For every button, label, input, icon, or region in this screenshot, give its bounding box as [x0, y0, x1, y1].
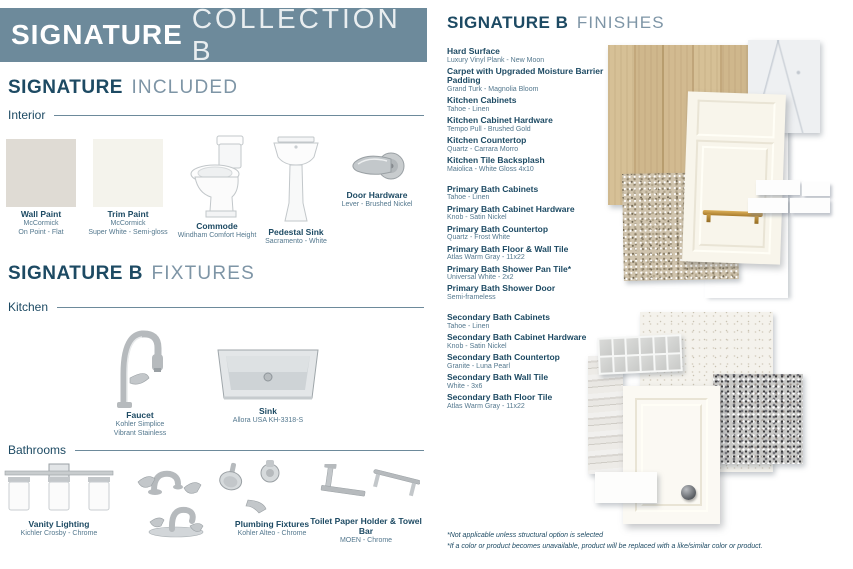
finish-name: Secondary Bath Countertop: [447, 352, 560, 363]
finish-name: Secondary Bath Floor Tile: [447, 392, 553, 403]
finish-item: [447, 136, 612, 154]
subway-tile: [802, 182, 830, 196]
finish-name: Secondary Bath Cabinet Hardware: [447, 332, 587, 343]
item-sub: McCormick: [110, 219, 146, 227]
collection-banner: [0, 3, 427, 66]
shower-pan-tile-swatch: [597, 334, 683, 375]
door-hardware-image: [334, 146, 420, 188]
toilet-paper-holder-image: [310, 464, 422, 514]
pedestal-sink-icon: [272, 135, 320, 225]
finish-spec: Tempo Pull - Brushed Gold: [447, 125, 531, 133]
item-name: Faucet: [126, 410, 154, 420]
finish-item: [447, 156, 612, 174]
luna-pearl-granite-swatch: [713, 374, 803, 464]
item-name: Sink: [259, 406, 277, 416]
finish-item: [447, 67, 612, 94]
kitchen-cabinet-door-swatch: [682, 91, 786, 264]
finish-name: Primary Bath Cabinet Hardware: [447, 203, 575, 214]
satin-nickel-knob: [681, 485, 696, 500]
finish-spec: White - 3x6: [447, 382, 483, 390]
fixtures-heading: [8, 263, 255, 285]
finish-item: [447, 47, 612, 65]
subway-tile: [790, 198, 830, 213]
bath-finishes-collage: [588, 308, 853, 526]
finish-name: Kitchen Cabinet Hardware: [447, 115, 553, 126]
finish-name: Carpet with Upgraded Moisture Barrier Padding: [447, 65, 604, 86]
item-sub: On Point - Flat: [18, 228, 64, 236]
bath-cabinet-door-swatch: [623, 386, 720, 524]
kitchen-sink-icon: [212, 346, 324, 404]
item-sub: Lever - Brushed Nickel: [341, 200, 413, 208]
item-sub: MOEN - Chrome: [339, 536, 393, 544]
interior-group-row: [8, 108, 424, 122]
item-sub: Windham Comfort Height: [177, 231, 257, 239]
kitchen-faucet-image: [94, 318, 186, 408]
cabinet-drawer-panel: [696, 100, 775, 139]
finish-spec: Knob - Satin Nickel: [447, 342, 507, 350]
door-lever-icon: [345, 146, 409, 188]
interior-group-rule: [54, 115, 424, 116]
item-name: Pedestal Sink: [268, 227, 324, 237]
bathrooms-group-rule: [75, 450, 424, 451]
finish-name: Secondary Bath Cabinets: [447, 312, 550, 323]
kitchen-group-rule: [57, 307, 424, 308]
interior-group-label: Interior: [8, 108, 46, 122]
item-name: Plumbing Fixtures: [234, 519, 310, 529]
finish-item: [447, 265, 612, 283]
included-heading-light: INCLUDED: [131, 77, 239, 98]
finish-name: Hard Surface: [447, 46, 500, 56]
finish-spec: Tahoe - Linen: [447, 194, 490, 202]
finish-spec: Granite - Luna Pearl: [447, 362, 511, 370]
kitchen-sink-item: [206, 346, 330, 426]
finish-spec: Luxury Vinyl Plank - New Moon: [447, 56, 545, 64]
pedestal-sink-item: [252, 135, 340, 247]
item-sub: Allora USA KH-3318-S: [232, 416, 304, 424]
finish-spec: Universal White - 2x2: [447, 274, 514, 282]
footnote: *If a color or product becomes unavailable, product will be replaced with a like/similar color or product.: [447, 543, 763, 550]
footnote: *Not applicable unless structural option is selected: [447, 532, 604, 539]
subway-tile: [748, 198, 788, 213]
finish-spec: Tahoe - Linen: [447, 322, 490, 330]
finish-spec: Grand Turk - Magnolia Bloom: [447, 85, 539, 93]
cabinet-door-panel: [692, 140, 774, 255]
item-sub: McCormick: [23, 219, 59, 227]
finish-item: [447, 205, 612, 223]
banner-title-light: COLLECTION B: [191, 3, 401, 66]
finish-item: [447, 185, 612, 203]
kitchen-finishes-collage: [600, 40, 853, 302]
commode-image: [172, 133, 262, 219]
toilet-icon: [189, 133, 245, 219]
item-name: Toilet Paper Holder & Towel Bar: [310, 516, 422, 536]
fixtures-heading-bold: SIGNATURE B: [8, 263, 143, 284]
vanity-lighting-item: [2, 462, 116, 539]
wall-paint-image: [0, 139, 82, 207]
finish-item: [447, 284, 612, 302]
finish-name: Primary Bath Countertop: [447, 223, 549, 234]
wall-paint-item: [0, 139, 82, 237]
door-hardware-item: [334, 146, 420, 210]
subway-tile: [756, 180, 800, 195]
item-sub: Super White - Semi-gloss: [88, 228, 168, 236]
item-name: Trim Paint: [107, 209, 149, 219]
finish-spec: Atlas Warm Gray - 11x22: [447, 402, 525, 410]
trim-paint-image: [83, 139, 173, 207]
fixtures-heading-light: FIXTURES: [151, 263, 255, 284]
finishes-heading: [447, 13, 665, 33]
item-name: Vanity Lighting: [28, 519, 90, 529]
finish-item: [447, 245, 612, 263]
item-name: Door Hardware: [346, 190, 408, 200]
finish-name: Secondary Bath Wall Tile: [447, 372, 549, 383]
finish-spec: Knob - Satin Nickel: [447, 214, 507, 222]
finish-name: Primary Bath Shower Door: [447, 283, 556, 294]
finish-item: [447, 116, 612, 134]
kitchen-sink-image: [206, 346, 330, 404]
kitchen-group-row: [8, 300, 424, 314]
toilet-paper-holder-item: [310, 464, 422, 545]
vanity-light-icon: [3, 462, 115, 517]
item-name: Wall Paint: [20, 209, 62, 219]
finish-spec: Quartz - Carrara Morro: [447, 145, 519, 153]
finish-name: Kitchen Countertop: [447, 135, 527, 146]
finish-spec: Quartz - Frost White: [447, 234, 511, 242]
kitchen-faucet-icon: [108, 318, 172, 408]
vanity-lighting-image: [2, 462, 116, 517]
finish-spec: Atlas Warm Gray - 11x22: [447, 254, 525, 262]
item-sub: Kohler Alteo - Chrome: [237, 529, 307, 537]
finish-name: Kitchen Tile Backsplash: [447, 155, 545, 166]
white-3x6-tile-swatch: [595, 472, 657, 503]
pedestal-sink-image: [252, 135, 340, 225]
finish-spec: Tahoe - Linen: [447, 105, 490, 113]
finishes-heading-light: FINISHES: [576, 13, 665, 32]
item-name: Commode: [196, 221, 238, 231]
included-heading: [8, 77, 238, 99]
trim-paint-swatch: [93, 139, 163, 207]
item-sub: Vibrant Stainless: [113, 429, 167, 437]
finish-name: Kitchen Cabinets: [447, 95, 517, 106]
trim-paint-item: [83, 139, 173, 237]
item-sub: Kichler Crosby - Chrome: [20, 529, 98, 537]
banner-title-bold: SIGNATURE: [11, 19, 183, 50]
finish-name: Primary Bath Floor & Wall Tile: [447, 243, 569, 254]
finish-item: [447, 96, 612, 114]
item-sub: Kohler Simplice: [115, 420, 165, 428]
finish-spec: Maiolica - White Gloss 4x10: [447, 165, 534, 173]
towel-bar-icon: [312, 464, 420, 514]
finish-item: [447, 225, 612, 243]
kitchen-faucet-item: [94, 318, 186, 438]
wall-paint-swatch: [6, 139, 76, 207]
finish-name: Primary Bath Cabinets: [447, 183, 539, 194]
included-heading-bold: SIGNATURE: [8, 77, 123, 98]
item-sub: Sacramento - White: [265, 237, 327, 245]
kitchen-group-label: Kitchen: [8, 300, 49, 314]
finish-name: Primary Bath Shower Pan Tile*: [447, 263, 572, 274]
commode-item: [172, 133, 262, 241]
bathrooms-group-row: [8, 443, 424, 457]
bathrooms-group-label: Bathrooms: [8, 443, 67, 457]
finishes-heading-bold: SIGNATURE B: [447, 13, 569, 32]
finish-spec: Semi-frameless: [447, 294, 496, 301]
